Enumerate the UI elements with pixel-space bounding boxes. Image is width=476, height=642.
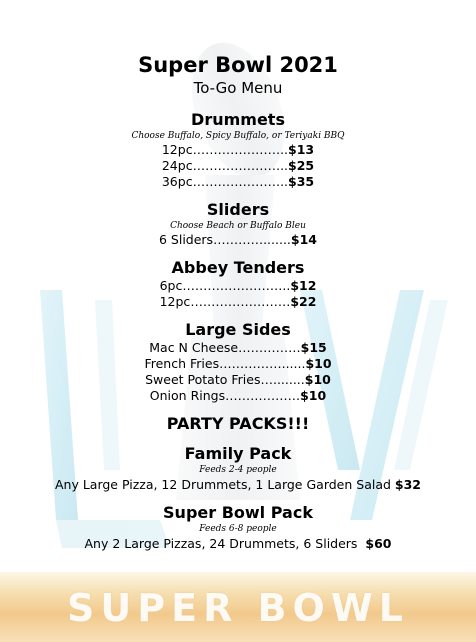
menu-item [0,372,476,388]
pack-line [0,476,476,493]
item-price: $14 [290,232,317,247]
menu-item [0,278,476,294]
menu-item [0,388,476,404]
menu-item [0,356,476,372]
item-leader: ………………….. [192,158,289,173]
pack-heading: Family Pack [184,444,292,463]
item-price: $22 [290,294,317,309]
item-price: $12 [290,278,317,293]
section-drummets [0,110,476,190]
item-leader: ………………….. [192,174,289,189]
pack-note: Feeds 2-4 people [199,465,277,475]
item-name: 6pc [159,278,183,293]
item-name: Onion Rings [149,388,226,403]
pack-note: Feeds 6-8 people [199,524,277,534]
section-sliders [0,200,476,248]
item-name: 36pc [161,174,193,189]
section-note: Choose Buffalo, Spicy Buffalo, or Teriyaki BBQ [131,131,345,141]
section-heading: Sliders [206,200,270,219]
pack-super-bowl [0,503,476,552]
pack-heading: Super Bowl Pack [163,503,313,522]
item-price: $25 [288,158,315,173]
section-heading: Abbey Tenders [171,258,305,277]
item-name: 12pc [161,142,193,157]
pack-line [0,535,476,552]
menu-title: Super Bowl 2021 [138,53,338,77]
item-leader: …………………… [190,294,291,309]
footer-banner-text: SUPER BOWL [67,586,409,630]
item-leader: ………………….. [192,142,289,157]
item-leader: …........ [260,372,305,387]
item-leader: …………....... [213,232,291,247]
party-packs [0,414,476,434]
item-leader: …………… [238,340,301,355]
party-packs-heading: PARTY PACKS!!! [166,414,310,433]
section-note: Choose Beach or Buffalo Bleu [170,221,306,231]
menu-item [0,232,476,248]
item-price: $10 [305,356,332,371]
item-name: 12pc [159,294,191,309]
item-price: $10 [304,372,331,387]
item-price: $15 [300,340,327,355]
item-name: Mac N Cheese [149,340,239,355]
section-heading: Drummets [191,110,285,129]
section-large-sides [0,320,476,404]
item-leader: ……………… [225,388,301,403]
pack-price: $32 [394,477,421,492]
pack-description: Any Large Pizza, 12 Drummets, 1 Large Garden Salad [54,477,391,492]
menu-item [0,158,476,174]
menu-item [0,294,476,310]
menu-content [0,52,476,552]
menu-item [0,340,476,356]
item-leader: ……………...... [219,356,306,371]
menu-item [0,174,476,190]
item-leader: …………………….. [182,278,291,293]
item-price: $10 [300,388,327,403]
item-name: 24pc [161,158,193,173]
menu-item [0,142,476,158]
section-heading: Large Sides [185,320,291,339]
item-name: French Fries [144,356,220,371]
section-abbey-tenders [0,258,476,310]
item-price: $35 [288,174,315,189]
item-name: Sweet Potato Fries [145,372,261,387]
pack-price: $60 [365,536,392,551]
menu-subtitle: To-Go Menu [193,79,283,97]
item-price: $13 [288,142,315,157]
item-name: 6 Sliders [158,232,214,247]
pack-family [0,444,476,493]
pack-description: Any 2 Large Pizzas, 24 Drummets, 6 Sliders [84,536,358,551]
